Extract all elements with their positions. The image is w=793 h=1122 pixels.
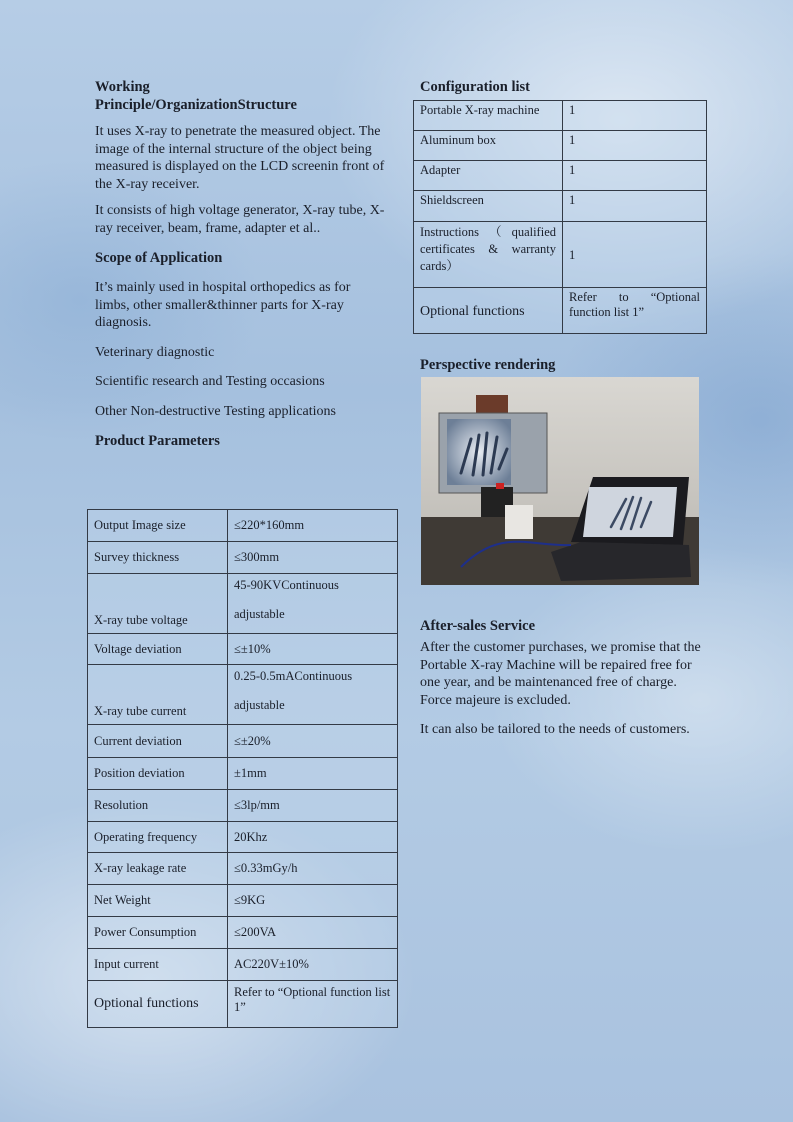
param-value [228,665,398,725]
configuration-list-heading: Configuration list [420,79,530,95]
param-value: ≤9KG [228,885,398,917]
scope-paragraph: It’s mainly used in hospital orthopedics as for limbs, other smaller&thinner parts for X-ray diagnosis. [95,280,351,330]
after-sales-heading: After-sales Service [420,618,536,634]
table-row [88,574,398,634]
product-parameters-heading: Product Parameters [95,433,220,449]
config-key: Optional functions [414,288,563,334]
config-value: 1 [563,222,707,288]
after-sales-paragraph: After the customer purchases, we promise that the Portable X-ray Machine will be repaired free for one year, and be maintenanced free of charge. Force majeure is excluded. [420,640,701,708]
table-row [414,288,707,334]
param-key: Position deviation [88,758,228,790]
param-value: ≤±20% [228,725,398,758]
product-parameters-table [87,509,398,1028]
param-value: ≤220*160mm [228,510,398,542]
config-key: Instructions（qualified certificates & warranty cards） [414,222,563,288]
heading-line: Principle/OrganizationStructure [95,97,297,113]
machine-stand [505,505,533,539]
indicator-light [496,483,504,489]
table-row [88,725,398,758]
working-paragraph: It uses X-ray to penetrate the measured object. The image of the internal structure of the object being measured is displayed on the LCD screenin front of the X-ray receiver. [95,124,385,192]
scope-heading: Scope of Application [95,250,223,266]
table-row [88,758,398,790]
param-key: X-ray tube voltage [88,574,228,634]
param-key: Power Consumption [88,917,228,949]
param-value: 20Khz [228,822,398,853]
param-value-line: 0.25-0.5mAContinuous [234,669,353,683]
table-row [88,917,398,949]
table-row [88,822,398,853]
config-value: 1 [563,191,707,222]
param-key: Resolution [88,790,228,822]
configuration-table [413,100,707,334]
param-value: ≤±10% [228,634,398,665]
table-row [88,634,398,665]
scope-item: Scientific research and Testing occasions [95,374,325,389]
param-key: Output Image size [88,510,228,542]
param-key: X-ray leakage rate [88,853,228,885]
config-key: Shieldscreen [414,191,563,222]
table-row [88,885,398,917]
after-sales-paragraph: It can also be tailored to the needs of customers. [420,722,690,737]
param-key: Survey thickness [88,542,228,574]
param-key: Current deviation [88,725,228,758]
param-key: Operating frequency [88,822,228,853]
working-paragraph: It consists of high voltage generator, X-ray tube, X-ray receiver, beam, frame, adapter et al.. [95,203,385,236]
laptop-keyboard [551,542,691,581]
table-row [88,853,398,885]
param-key: Net Weight [88,885,228,917]
config-key: Aluminum box [414,131,563,161]
param-value: Refer to “Optional function list 1” [228,981,398,1028]
table-row [88,949,398,981]
product-photo-illustration [421,377,699,585]
param-key: Input current [88,949,228,981]
param-key: X-ray tube current [88,665,228,725]
scope-item: Other Non-destructive Testing applications [95,403,336,419]
config-key: Portable X-ray machine [414,101,563,131]
xray-screen [447,419,511,485]
param-value: ≤300mm [228,542,398,574]
working-principle-heading [95,78,385,114]
table-row [88,510,398,542]
param-key: Voltage deviation [88,634,228,665]
param-value-line: 45-90KVContinuous [234,578,339,592]
table-row [88,542,398,574]
param-value: ±1mm [228,758,398,790]
table-row [88,981,398,1028]
param-key: Optional functions [88,981,228,1028]
perspective-rendering-heading: Perspective rendering [420,357,556,373]
after-sales-section [420,617,705,739]
config-value: 1 [563,161,707,191]
config-value: Refer to “Optional function list 1” [563,288,707,334]
param-value: ≤3lp/mm [228,790,398,822]
config-key: Adapter [414,161,563,191]
table-row [88,790,398,822]
table-row [414,101,707,131]
table-row [414,131,707,161]
param-value-line: adjustable [234,607,285,621]
config-value: 1 [563,131,707,161]
param-value: ≤200VA [228,917,398,949]
table-row [414,222,707,288]
table-row [414,191,707,222]
left-column [95,78,385,450]
product-photo [421,377,699,585]
param-value-line: adjustable [234,698,285,712]
table-row [88,665,398,725]
heading-line: Working [95,79,150,95]
table-row [414,161,707,191]
param-value: ≤0.33mGy/h [228,853,398,885]
param-value: AC220V±10% [228,949,398,981]
config-value: 1 [563,101,707,131]
param-value [228,574,398,634]
scope-item: Veterinary diagnostic [95,344,215,360]
